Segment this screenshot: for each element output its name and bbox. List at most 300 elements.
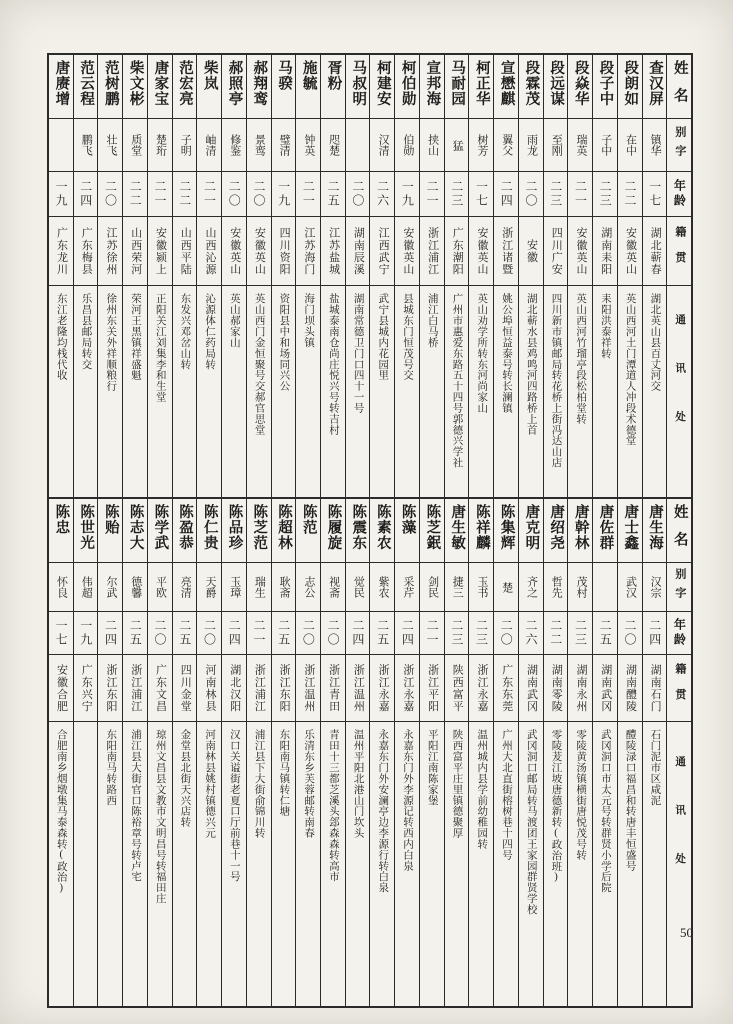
header-cell-addr: [667, 722, 691, 1006]
entry-age-cell: [173, 612, 197, 655]
entry-native-cell: [296, 217, 320, 286]
entry-zi-text: 瑞英: [574, 134, 587, 156]
entry-addr-text: 河南林县姚村镇德兴元: [204, 729, 216, 839]
entry-zi-cell: [593, 119, 617, 172]
entry-addr-text: 浦江白马桥: [426, 293, 438, 348]
entry-native-cell: [568, 655, 592, 722]
entry-native-text: 浙江温州: [352, 663, 365, 713]
entry-zi-text: 树芳: [476, 134, 489, 156]
entry-zi-text: 璧清: [278, 134, 291, 156]
entry-addr-cell: [49, 722, 73, 979]
entry-name-text: 柴文彬: [127, 60, 144, 107]
entry-addr-cell: [445, 722, 469, 979]
entry-age-text: 二四: [78, 180, 93, 208]
entry-age-cell: [74, 172, 98, 217]
entry-addr-cell: [272, 286, 296, 505]
entry-age-cell: [618, 612, 642, 655]
entry-addr-text: 陕西富平庄里镇德聚厚: [451, 729, 463, 839]
entry-native-text: 广东龙川: [55, 226, 68, 276]
entry-native-cell: [247, 655, 271, 722]
entry-name-cell: [494, 499, 518, 563]
entry-column: [147, 55, 172, 526]
entry-name-cell: [123, 499, 147, 563]
entry-zi-cell: [123, 119, 147, 172]
entry-zi-text: 子明: [179, 134, 192, 156]
entry-age-cell: [494, 612, 518, 655]
entry-zi-text: 采芹: [401, 576, 414, 598]
entry-addr-cell: [420, 722, 444, 979]
entry-addr-text: 英山劝学所转东河尚家山: [476, 293, 488, 414]
entry-age-cell: [593, 172, 617, 217]
entry-name-text: 柴岚: [201, 60, 218, 92]
entry-zi-cell: [49, 563, 73, 612]
entry-zi-text: 玉书: [476, 576, 489, 598]
entry-age-text: 二一: [251, 619, 266, 647]
entry-name-cell: [173, 499, 197, 563]
entry-age-cell: [395, 172, 419, 217]
entry-column: [394, 55, 419, 526]
entry-native-cell: [222, 217, 246, 286]
entry-column: [221, 499, 246, 1006]
entry-zi-cell: [321, 563, 345, 612]
entry-addr-text: 乐昌县邮局转交: [80, 293, 92, 370]
entry-native-cell: [593, 655, 617, 722]
entry-native-text: 湖北汉阳: [228, 663, 241, 713]
entry-native-text: 山西荣河: [129, 226, 142, 276]
entry-addr-cell: [247, 722, 271, 979]
entry-age-cell: [247, 172, 271, 217]
entry-zi-cell: [272, 119, 296, 172]
entry-name-text: 唐家宝: [152, 60, 169, 107]
entry-column: [567, 499, 592, 1006]
entry-column: [493, 499, 518, 1006]
entry-column: [246, 55, 271, 526]
entry-native-text: 安徽英山: [574, 226, 587, 276]
entry-zi-cell: [643, 563, 667, 612]
directory-table-top: [47, 53, 693, 528]
entry-native-text: 浙江浦江: [129, 663, 142, 713]
entry-column: [617, 55, 642, 526]
header-cell-age: [667, 612, 691, 655]
entry-age-cell: [643, 612, 667, 655]
entry-name-text: 陈祥麟: [473, 504, 490, 551]
entry-native-text: 安徽合肥: [55, 663, 68, 713]
entry-column: [122, 499, 147, 1006]
entry-addr-cell: [593, 722, 617, 979]
entry-addr-text: 平阳江南陈家堡: [426, 729, 438, 806]
entry-name-cell: [370, 55, 394, 119]
entry-addr-text: 沁源体仁药局转: [204, 293, 216, 370]
entry-native-cell: [98, 217, 122, 286]
entry-age-text: 二二: [548, 619, 563, 647]
entry-column: [320, 55, 345, 526]
entry-addr-cell: [593, 286, 617, 505]
entry-column: [444, 499, 469, 1006]
entry-name-cell: [74, 499, 98, 563]
entry-name-text: 陈履旋: [325, 504, 342, 551]
entry-native-text: 广东梅县: [80, 226, 93, 276]
entry-zi-cell: [296, 119, 320, 172]
entry-zi-cell: [49, 119, 73, 172]
entry-name-cell: [49, 499, 73, 563]
entry-name-text: 唐生敏: [449, 504, 466, 551]
entry-name-text: 马叔明: [350, 60, 367, 107]
entry-name-cell: [123, 55, 147, 119]
entry-addr-text: 武冈洞口市太元号转群贤小学后院: [599, 729, 611, 893]
entry-native-cell: [247, 217, 271, 286]
entry-addr-cell: [568, 722, 592, 979]
entry-native-cell: [420, 217, 444, 286]
entry-native-text: 浙江永嘉: [377, 663, 390, 713]
entry-name-cell: [173, 55, 197, 119]
entry-name-text: 段焱华: [572, 60, 589, 107]
entry-zi-text: 至刚: [550, 134, 563, 156]
entry-column: [394, 499, 419, 1006]
entry-zi-cell: [74, 563, 98, 612]
entry-zi-cell: [445, 119, 469, 172]
entry-age-text: 二〇: [301, 619, 316, 647]
entry-addr-cell: [74, 286, 98, 505]
entry-name-text: 柯正华: [473, 60, 490, 107]
entry-zi-text: 楚珩: [154, 134, 167, 156]
entry-age-text: 二四: [103, 619, 118, 647]
entry-zi-text: 怀良: [55, 576, 68, 598]
entry-native-text: 安徽英山: [401, 226, 414, 276]
entry-native-text: 广东文昌: [154, 663, 167, 713]
entry-native-cell: [370, 655, 394, 722]
entry-zi-cell: [593, 563, 617, 612]
entry-addr-cell: [296, 286, 320, 505]
entry-column: [369, 55, 394, 526]
entry-column: [196, 55, 221, 526]
entry-zi-text: 景鸾: [253, 134, 266, 156]
entry-name-text: 郝翔鸾: [251, 60, 268, 107]
entry-native-text: 山西沁源: [203, 226, 216, 276]
entry-column: [642, 499, 667, 1006]
entry-name-text: 陈芝范: [251, 504, 268, 551]
entry-name-text: 宣懋麒: [498, 60, 515, 107]
entry-native-cell: [346, 217, 370, 286]
entry-name-cell: [519, 499, 543, 563]
entry-name-cell: [296, 499, 320, 563]
header-cell-zi: [667, 563, 691, 612]
entry-name-text: 范云程: [78, 60, 95, 107]
entry-zi-cell: [420, 563, 444, 612]
entry-name-cell: [519, 55, 543, 119]
entry-zi-cell: [618, 563, 642, 612]
entry-column: [345, 499, 370, 1006]
entry-addr-text: 东阳南马转路西: [105, 729, 117, 806]
entry-age-text: 二一: [153, 180, 167, 208]
entry-addr-cell: [370, 286, 394, 505]
entry-native-cell: [618, 655, 642, 722]
entry-name-cell: [643, 499, 667, 563]
entry-addr-cell: [370, 722, 394, 979]
entry-zi-cell: [519, 563, 543, 612]
entry-column: [617, 499, 642, 1006]
entry-name-cell: [544, 55, 568, 119]
entry-zi-text: 镇华: [649, 134, 662, 156]
entry-zi-cell: [173, 563, 197, 612]
entry-native-text: 湖北蕲春: [649, 226, 662, 276]
entry-age-text: 二〇: [227, 180, 242, 208]
entry-column: [543, 499, 568, 1006]
entry-addr-cell: [296, 722, 320, 979]
entry-zi-text: 茂村: [574, 576, 587, 598]
entry-addr-cell: [618, 286, 642, 505]
entry-zi-cell: [643, 119, 667, 172]
entry-name-cell: [593, 499, 617, 563]
entry-addr-cell: [123, 286, 147, 505]
entry-native-cell: [593, 217, 617, 286]
entry-name-cell: [618, 499, 642, 563]
entry-zi-cell: [469, 563, 493, 612]
entry-age-text: 二一: [425, 619, 440, 647]
entry-addr-text: 徐州东关外祥顺粮行: [105, 293, 117, 392]
entry-native-cell: [445, 655, 469, 722]
entry-age-text: 二〇: [153, 619, 167, 647]
entry-zi-text: 玉璋: [228, 576, 241, 598]
entry-age-text: 二五: [177, 619, 192, 647]
entry-age-cell: [395, 612, 419, 655]
entry-age-text: 二四: [647, 619, 662, 647]
entry-native-text: 浙江东阳: [105, 663, 118, 713]
entry-native-cell: [544, 655, 568, 722]
entry-age-cell: [618, 172, 642, 217]
entry-addr-text: 英山郝家山: [228, 293, 240, 348]
entry-native-cell: [123, 217, 147, 286]
entry-native-text: 河南林县: [203, 663, 216, 713]
entry-name-text: 施毓: [300, 60, 317, 92]
entry-zi-text: 鹏飞: [80, 134, 93, 156]
entry-zi-cell: [544, 563, 568, 612]
entry-name-cell: [346, 499, 370, 563]
entry-age-text: 二三: [548, 180, 563, 208]
entry-addr-cell: [544, 286, 568, 505]
entry-native-text: 湖南石门: [649, 663, 662, 713]
entry-name-cell: [469, 55, 493, 119]
entry-column: [468, 499, 493, 1006]
entry-name-text: 陈志大: [127, 504, 144, 551]
entry-native-text: 浙江永嘉: [401, 663, 414, 713]
entry-age-cell: [544, 172, 568, 217]
entry-age-cell: [519, 612, 543, 655]
entry-zi-text: 视斋: [327, 576, 340, 598]
entry-addr-text: 武宁县城内花园里: [377, 293, 389, 381]
entry-name-text: 段霖茂: [523, 60, 540, 107]
entry-column: [97, 55, 122, 526]
entry-addr-text: 金堂县北街天兴店转: [179, 729, 191, 828]
entry-addr-cell: [346, 286, 370, 505]
entry-name-cell: [222, 499, 246, 563]
entry-native-text: 湖南永州: [574, 663, 587, 713]
entry-zi-cell: [321, 119, 345, 172]
entry-name-cell: [643, 55, 667, 119]
entry-column: [592, 55, 617, 526]
entry-addr-text: 荣河王黑镇祥盛魁: [129, 293, 141, 381]
entry-zi-text: 挟山: [426, 134, 439, 156]
entry-zi-text: 子中: [599, 134, 612, 156]
entry-zi-cell: [395, 119, 419, 172]
entry-age-text: 二二: [177, 180, 192, 208]
entry-native-text: 四川金堂: [179, 663, 192, 713]
entry-addr-cell: [544, 722, 568, 979]
entry-age-cell: [370, 612, 394, 655]
entry-name-text: 陈忠: [53, 504, 70, 536]
entry-addr-cell: [395, 286, 419, 505]
entry-addr-cell: [395, 722, 419, 979]
entry-native-text: 广东兴宁: [80, 663, 93, 713]
entry-name-cell: [321, 55, 345, 119]
entry-native-text: 安徽英山: [476, 226, 489, 276]
entry-name-text: 马耐园: [449, 60, 466, 107]
entry-zi-text: 雨龙: [525, 134, 538, 156]
entry-native-text: 浙江浦江: [426, 226, 439, 276]
entry-age-cell: [643, 172, 667, 217]
page-number: 50: [680, 925, 693, 940]
entry-native-cell: [321, 655, 345, 722]
entry-zi-cell: [197, 119, 221, 172]
entry-age-cell: [148, 612, 172, 655]
entry-addr-cell: [469, 722, 493, 979]
entry-native-text: 江苏徐州: [105, 226, 118, 276]
entry-addr-text: 湖北英山县百丈河交: [649, 293, 661, 392]
entry-age-text: 二五: [326, 180, 341, 208]
entry-native-cell: [643, 217, 667, 286]
entry-zi-text: 武汉: [624, 576, 637, 598]
entry-column: [295, 499, 320, 1006]
entry-addr-cell: [445, 286, 469, 505]
entry-addr-text: 东江老隆均栈代收: [55, 293, 67, 381]
entry-zi-cell: [568, 563, 592, 612]
entry-zi-cell: [469, 119, 493, 172]
entry-column: [271, 499, 296, 1006]
entry-column: [345, 55, 370, 526]
entry-native-cell: [445, 217, 469, 286]
entry-zi-text: 咫楚: [327, 134, 340, 156]
entry-native-cell: [568, 217, 592, 286]
entry-age-text: 二〇: [622, 619, 637, 647]
entry-name-text: 陈集辉: [498, 504, 515, 551]
entry-zi-cell: [173, 119, 197, 172]
entry-name-text: 唐绍尧: [548, 504, 565, 551]
header-label-age: 年龄: [672, 179, 687, 209]
entry-addr-text: 英山西门金恒聚号交郝官思堂: [253, 293, 265, 435]
entry-addr-text: 永嘉东门外李源记转西内白泉: [402, 729, 414, 871]
entry-name-text: 马骙: [275, 60, 292, 92]
entry-column: [73, 55, 98, 526]
entry-zi-cell: [247, 563, 271, 612]
entry-name-cell: [98, 499, 122, 563]
entry-age-text: 二四: [400, 619, 415, 647]
entry-age-text: 二〇: [350, 180, 365, 208]
entry-age-cell: [296, 612, 320, 655]
entry-addr-text: 永嘉东门外安澜亭边李源行转白泉: [377, 729, 389, 893]
entry-addr-cell: [197, 722, 221, 979]
entry-zi-cell: [519, 119, 543, 172]
entry-addr-text: 石门泥市区咸泥: [649, 729, 661, 806]
entry-age-cell: [568, 172, 592, 217]
entry-native-text: 湖南武冈: [525, 663, 538, 713]
entry-zi-cell: [247, 119, 271, 172]
entry-native-text: 浙江东阳: [278, 663, 291, 713]
entry-zi-cell: [272, 563, 296, 612]
entry-addr-text: 广州市惠爱东路五十四号郭德兴学社: [451, 293, 463, 468]
entry-zi-text: 瑞生: [253, 576, 266, 598]
entry-name-cell: [593, 55, 617, 119]
entry-name-text: 柯伯勋: [399, 60, 416, 107]
entry-native-cell: [74, 217, 98, 286]
entry-name-cell: [247, 499, 271, 563]
entry-native-cell: [395, 217, 419, 286]
entry-native-text: 江苏海门: [302, 226, 315, 276]
entry-zi-cell: [445, 563, 469, 612]
entry-zi-cell: [197, 563, 221, 612]
entry-age-cell: [568, 612, 592, 655]
entry-addr-text: 零陵黄汤镇横街唐悦茂号转: [575, 729, 587, 861]
entry-column: [419, 55, 444, 526]
entry-name-text: 陈盈恭: [177, 504, 194, 551]
entry-zi-text: 在中: [624, 134, 637, 156]
entry-name-text: 陈素农: [374, 504, 391, 551]
entry-zi-text: 汉清: [377, 134, 390, 156]
entry-age-cell: [98, 612, 122, 655]
entry-zi-text: 哲先: [550, 576, 563, 598]
entry-age-text: 二六: [524, 619, 539, 647]
header-cell-name: [667, 55, 691, 119]
entry-zi-text: 尔武: [105, 576, 118, 598]
entry-zi-text: 猛: [451, 139, 464, 151]
entry-name-cell: [148, 55, 172, 119]
entry-age-text: 二〇: [524, 180, 539, 208]
entry-addr-text: 海门坝头镇: [303, 293, 315, 348]
entry-column: [49, 55, 73, 526]
entry-native-text: 江西武宁: [377, 226, 390, 276]
entry-age-cell: [123, 612, 147, 655]
entry-age-text: 二一: [301, 180, 316, 208]
entry-addr-text: 浦江县大街官口陈裕章号转卢宅: [129, 729, 141, 882]
entry-addr-cell: [148, 722, 172, 979]
entry-age-cell: [222, 172, 246, 217]
entry-addr-text: 资阳县中和场同兴公: [278, 293, 290, 392]
entry-name-cell: [618, 55, 642, 119]
entry-age-text: 二五: [598, 619, 613, 647]
entry-age-cell: [296, 172, 320, 217]
entry-age-cell: [197, 612, 221, 655]
entry-age-text: 二五: [375, 619, 390, 647]
entry-age-text: 二四: [227, 619, 242, 647]
entry-native-cell: [494, 217, 518, 286]
entry-name-text: 陈世光: [78, 504, 95, 551]
entry-native-cell: [173, 217, 197, 286]
entry-column: [567, 55, 592, 526]
entry-name-cell: [346, 55, 370, 119]
header-label-native: 籍贯: [673, 662, 686, 714]
header-cell-native: [667, 655, 691, 722]
entry-addr-text: 合肥南乡烟墩集马泰森转(政治): [55, 729, 67, 894]
entry-zi-cell: [346, 563, 370, 612]
entry-addr-cell: [98, 286, 122, 505]
entry-column: [271, 55, 296, 526]
entry-column: [493, 55, 518, 526]
entry-name-cell: [197, 499, 221, 563]
entry-column: [444, 55, 469, 526]
entry-native-text: 浙江永嘉: [476, 663, 489, 713]
entry-zi-cell: [568, 119, 592, 172]
entry-column: [221, 55, 246, 526]
entry-age-cell: [173, 172, 197, 217]
entry-age-cell: [148, 172, 172, 217]
